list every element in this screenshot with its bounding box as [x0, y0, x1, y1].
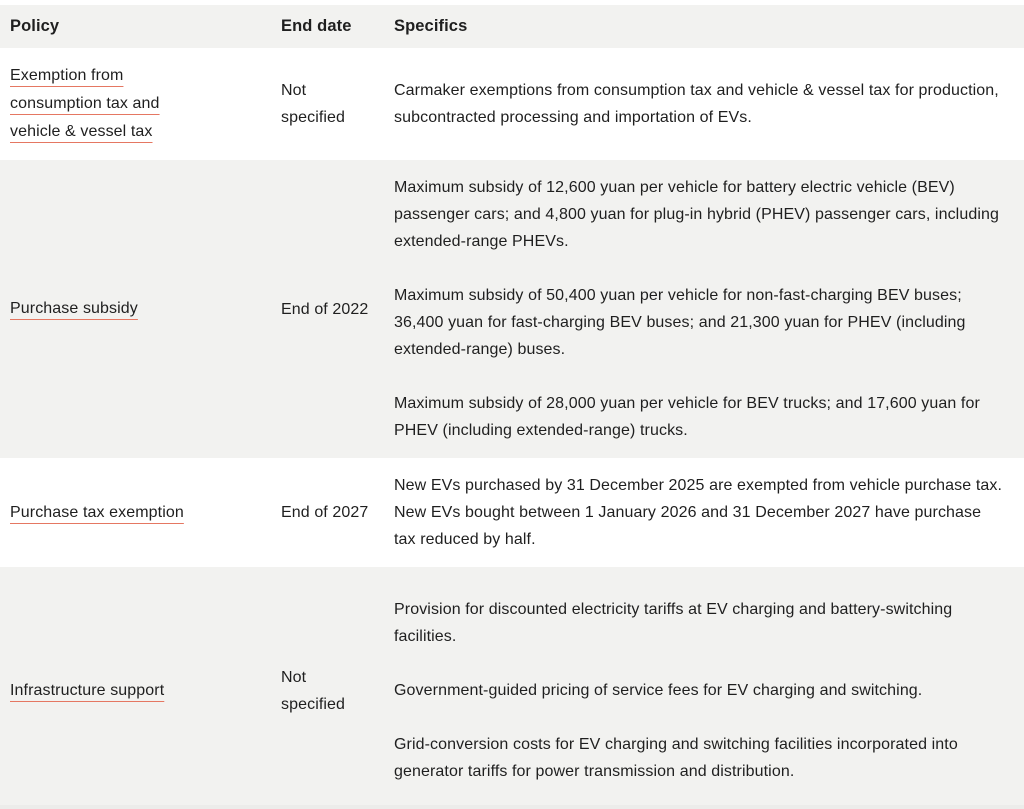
- policy-table-body: [0, 48, 1024, 809]
- specifics-paragraph: Maximum subsidy of 28,000 yuan per vehicle for BEV trucks; and 17,600 yuan for PHEV (including extended-range) trucks.: [394, 395, 980, 439]
- table-row: [0, 48, 1024, 160]
- specifics-paragraph: Grid-conversion costs for EV charging and switching facilities incorporated into generator tariffs for power transmission and distribution.: [394, 736, 958, 780]
- policy-cell: [0, 567, 271, 809]
- specifics-cell: [384, 458, 1024, 567]
- end-date-cell: Not specified: [281, 82, 346, 126]
- end-date-cell: End of 2022: [271, 160, 384, 458]
- specifics-cell: [384, 567, 1024, 809]
- policy-link[interactable]: Infrastructure support: [10, 681, 165, 699]
- table-row: [0, 567, 1024, 809]
- specifics-paragraph: New EVs purchased by 31 December 2025 are exempted from vehicle purchase tax. New EVs bought between 1 January 2026 and 31 December 2027 have purchase tax reduced by half.: [394, 477, 1003, 548]
- column-header-end-date: End date: [271, 5, 384, 48]
- policy-link[interactable]: Exemption from consumption tax and vehicle & vessel tax: [10, 67, 160, 140]
- policy-cell: [0, 48, 271, 160]
- table-header: [0, 5, 1024, 48]
- next-row-edge: [0, 805, 1024, 809]
- specifics-cell: [384, 160, 1024, 458]
- policy-link[interactable]: Purchase tax exemption: [10, 503, 184, 521]
- column-header-specifics: Specifics: [384, 5, 1024, 48]
- specifics-paragraph: Government-guided pricing of service fees for EV charging and switching.: [394, 682, 923, 699]
- policy-cell: [0, 160, 271, 458]
- table-row: [0, 160, 1024, 458]
- column-header-policy: Policy: [0, 5, 271, 48]
- policy-table: [0, 5, 1024, 809]
- specifics-cell: [384, 48, 1024, 160]
- specifics-paragraph: Maximum subsidy of 50,400 yuan per vehicle for non-fast-charging BEV buses; 36,400 yuan for fast-charging BEV buses; and 21,300 yuan for PHEV (including extended-range) buses.: [394, 287, 966, 358]
- policy-table-section: [0, 5, 1024, 809]
- specifics-paragraph: Provision for discounted electricity tariffs at EV charging and battery-switching facilities.: [394, 601, 953, 645]
- specifics-paragraph: Carmaker exemptions from consumption tax and vehicle & vessel tax for production, subcontracted processing and importation of EVs.: [394, 82, 999, 126]
- end-date-cell: End of 2027: [281, 504, 369, 521]
- policy-cell: [0, 458, 271, 567]
- end-date-cell: Not specified: [271, 567, 384, 809]
- table-row: [0, 458, 1024, 567]
- specifics-paragraph: Maximum subsidy of 12,600 yuan per vehicle for battery electric vehicle (BEV) passenger cars; and 4,800 yuan for plug-in hybrid (PHEV) passenger cars, including extended-range PHEVs.: [394, 179, 999, 250]
- policy-link[interactable]: Purchase subsidy: [10, 300, 138, 317]
- header-row: [0, 5, 1024, 48]
